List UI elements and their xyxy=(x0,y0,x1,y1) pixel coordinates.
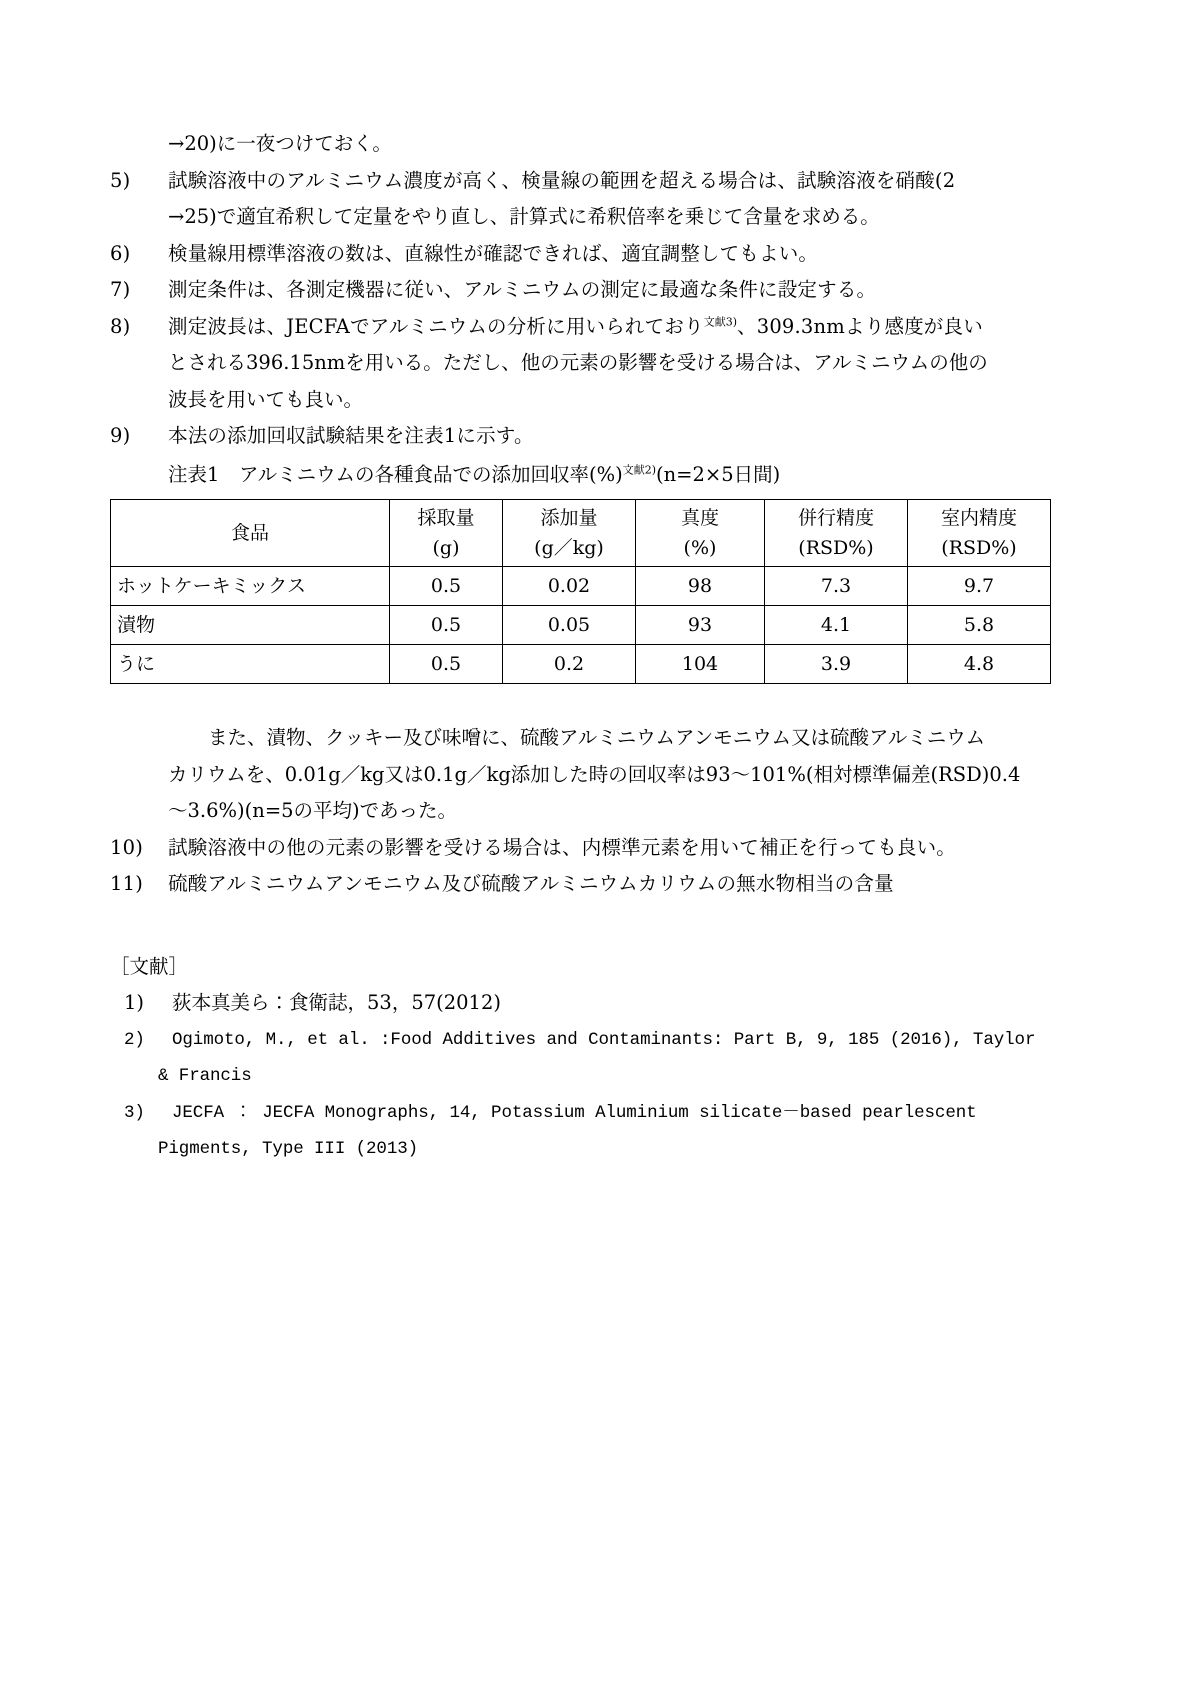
table-row xyxy=(111,645,1051,684)
reference-item-1-line1: 荻本真美ら：食衛誌，53，57(2012) xyxy=(172,991,501,1014)
list-item-8-line3: 波長を用いても良い。 xyxy=(168,387,364,411)
table-row xyxy=(111,606,1051,645)
references-section xyxy=(110,949,1071,1168)
reference-item-2-line1: Ogimoto, M., et al. :Food Additives and Contaminants: Part B, 9, 185 (2016), Taylor xyxy=(172,1029,1036,1050)
header-amount-name: 採取量 xyxy=(417,507,475,529)
cell-added: 0.05 xyxy=(503,606,636,645)
list-item-8-line1-a: 測定波長は、JECFAでアルミニウムの分析に用いられており xyxy=(168,314,704,338)
reference-superscript-3: 文献3) xyxy=(703,315,738,328)
list-item-9-marker: 9) xyxy=(110,424,131,447)
header-cell-amount xyxy=(390,500,503,567)
list-item-9 xyxy=(110,418,1071,455)
cell-amount: 0.5 xyxy=(390,606,503,645)
reference-item-2-line2: & Francis xyxy=(158,1066,252,1086)
cell-trueness: 98 xyxy=(636,567,765,606)
list-item-7-line1: 測定条件は、各測定機器に従い、アルミニウムの測定に最適な条件に設定する。 xyxy=(168,278,877,301)
reference-item-1 xyxy=(110,985,1071,1022)
reference-item-3-marker: 3) xyxy=(124,1102,145,1123)
note-paragraph-line3: 〜3.6%)(n=5の平均)であった。 xyxy=(168,799,457,822)
cell-repeatability: 3.9 xyxy=(765,645,908,684)
header-cell-trueness xyxy=(636,500,765,567)
cell-intralab: 4.8 xyxy=(908,645,1051,684)
table-caption xyxy=(110,457,1071,494)
list-item-8-line1-b: 、309.3nmより感度が良い xyxy=(737,314,983,338)
header-intralab-unit: (RSD%) xyxy=(941,537,1017,559)
list-item-5-line2: →25)で適宜希釈して定量をやり直し、計算式に希釈倍率を乗じて含量を求める。 xyxy=(168,205,880,228)
header-food-name: 食品 xyxy=(230,522,269,544)
list-item-11-marker: 11) xyxy=(110,872,144,895)
header-trueness-name: 真度 xyxy=(680,507,719,529)
reference-item-2-marker: 2) xyxy=(124,1029,145,1050)
list-item-8 xyxy=(110,309,1071,346)
table-caption-text-b: (n=2×5日間) xyxy=(656,462,781,486)
cell-food: 漬物 xyxy=(111,606,390,645)
item-4-continuation-text: →20)に一夜つけておく。 xyxy=(168,132,392,155)
note-paragraph-line2-wrap xyxy=(110,757,1071,794)
list-item-5-line1: 試験溶液中のアルミニウム濃度が高く、検量線の範囲を超える場合は、試験溶液を硝酸(2 xyxy=(168,168,956,192)
header-cell-added xyxy=(503,500,636,567)
header-trueness-unit: (%) xyxy=(683,537,717,559)
list-item-10-marker: 10) xyxy=(110,835,144,859)
cell-repeatability: 4.1 xyxy=(765,606,908,645)
recovery-table xyxy=(110,499,1051,684)
reference-superscript-2: 文献2) xyxy=(622,463,657,476)
cell-trueness: 104 xyxy=(636,645,765,684)
note-paragraph-line1: また、漬物、クッキー及び味噌に、硫酸アルミニウムアンモニウム又は硫酸アルミニウム xyxy=(208,726,986,749)
list-item-8-line2: とされる396.15nmを用いる。ただし、他の元素の影響を受ける場合は、アルミニウムの他の xyxy=(168,351,988,374)
table-caption-label: 注表1 xyxy=(168,462,220,486)
cell-repeatability: 7.3 xyxy=(765,567,908,606)
header-cell-repeatability xyxy=(765,500,908,567)
table-caption-text-a: アルミニウムの各種食品での添加回収率(%) xyxy=(238,462,623,486)
reference-item-3-line2-wrap xyxy=(110,1131,1071,1168)
reference-item-1-marker: 1) xyxy=(124,991,145,1014)
list-item-9-line1: 本法の添加回収試験結果を注表1に示す。 xyxy=(168,424,534,447)
header-repeatability-unit: (RSD%) xyxy=(798,537,874,559)
list-item-8-marker: 8) xyxy=(110,314,131,338)
cell-food: ホットケーキミックス xyxy=(111,567,390,606)
cell-amount: 0.5 xyxy=(390,645,503,684)
note-paragraph xyxy=(110,720,1071,830)
cell-food: うに xyxy=(111,645,390,684)
list-item-11 xyxy=(110,866,1071,903)
header-added-name: 添加量 xyxy=(540,507,598,529)
header-amount-unit: (g) xyxy=(432,537,460,559)
list-item-8-line2-wrap xyxy=(110,345,1071,382)
list-item-6-line1: 検量線用標準溶液の数は、直線性が確認できれば、適宜調整してもよい。 xyxy=(168,241,819,265)
header-cell-food xyxy=(111,500,390,567)
list-item-6 xyxy=(110,236,1071,273)
cell-intralab: 5.8 xyxy=(908,606,1051,645)
cell-added: 0.2 xyxy=(503,645,636,684)
header-repeatability-name: 併行精度 xyxy=(797,507,874,529)
cell-amount: 0.5 xyxy=(390,567,503,606)
list-item-6-marker: 6) xyxy=(110,241,131,265)
header-added-unit: (g／kg) xyxy=(534,537,604,559)
list-item-5-line2-wrap xyxy=(110,199,1071,236)
references-title: ［文献］ xyxy=(110,954,189,978)
reference-item-2-line2-wrap xyxy=(110,1058,1071,1095)
note-paragraph-line3-wrap xyxy=(110,793,1071,830)
list-item-8-line3-wrap xyxy=(110,382,1071,419)
table-row xyxy=(111,567,1051,606)
note-paragraph-line2: カリウムを、0.01g／kg又は0.1g／kg添加した時の回収率は93〜101%(相対標準偏差(RSD)0.4 xyxy=(168,762,1021,786)
list-item-11-line1: 硫酸アルミニウムアンモニウム及び硫酸アルミニウムカリウムの無水物相当の含量 xyxy=(168,872,894,895)
reference-item-3-line2: Pigments, Type III (2013) xyxy=(158,1139,419,1159)
note-paragraph-line1-wrap xyxy=(110,720,1071,757)
list-item-7-marker: 7) xyxy=(110,278,131,301)
header-intralab-name: 室内精度 xyxy=(940,507,1017,529)
cell-added: 0.02 xyxy=(503,567,636,606)
item-4-continuation xyxy=(110,126,1071,163)
list-item-10 xyxy=(110,830,1071,867)
list-item-5-marker: 5) xyxy=(110,168,131,192)
reference-item-2 xyxy=(110,1022,1071,1059)
list-item-5 xyxy=(110,163,1071,200)
list-item-10-line1: 試験溶液中の他の元素の影響を受ける場合は、内標準元素を用いて補正を行っても良い。 xyxy=(168,835,957,859)
table-header-row xyxy=(111,500,1051,567)
cell-intralab: 9.7 xyxy=(908,567,1051,606)
cell-trueness: 93 xyxy=(636,606,765,645)
reference-item-3-line1: JECFA ： JECFA Monographs, 14, Potassium Aluminium silicate－based pearlescent xyxy=(172,1102,977,1123)
header-cell-intralab xyxy=(908,500,1051,567)
reference-item-3 xyxy=(110,1095,1071,1132)
recovery-table-wrapper xyxy=(110,499,1071,684)
list-item-7 xyxy=(110,272,1071,309)
